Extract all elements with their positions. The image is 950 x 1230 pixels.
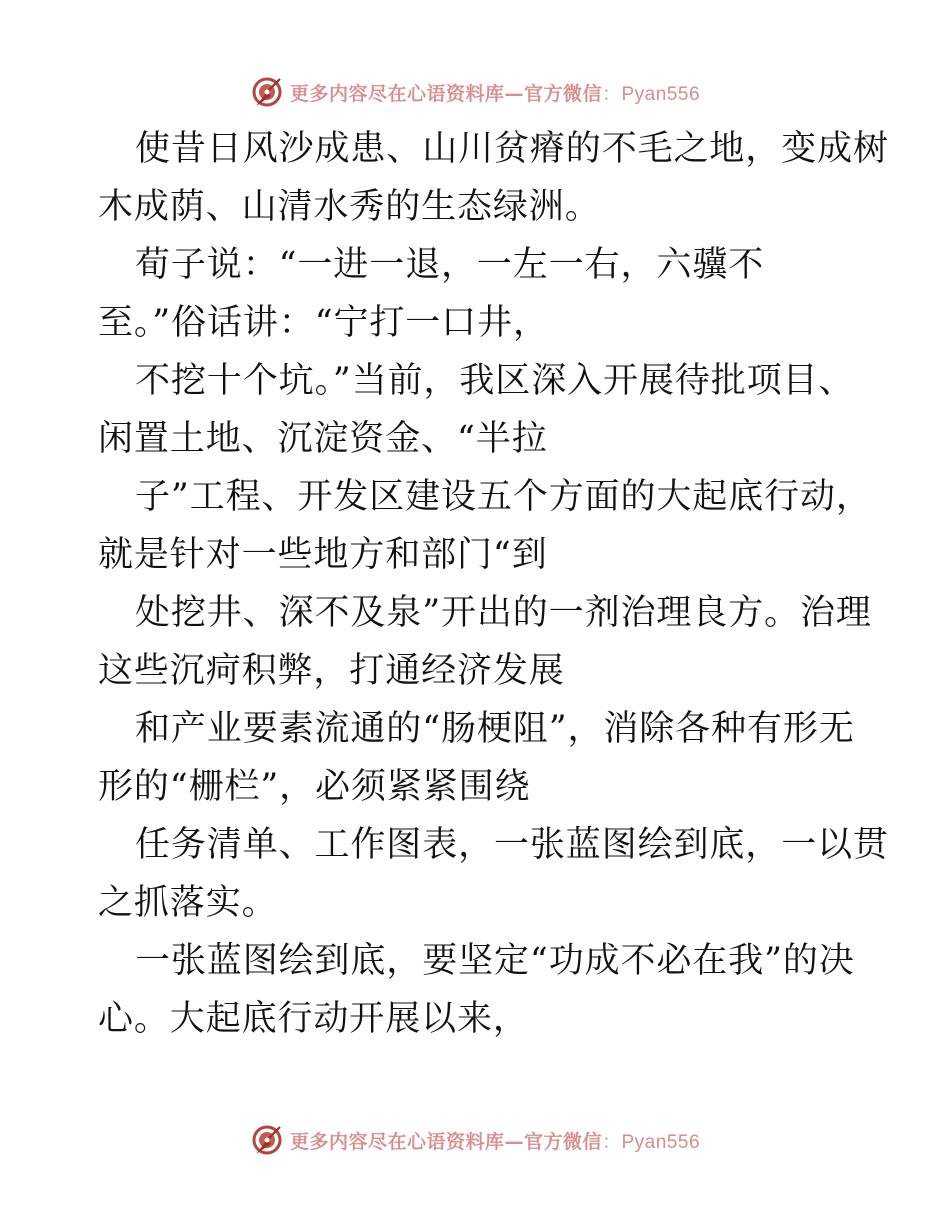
text-line: 闲置土地、沉淀资金、“半拉: [98, 419, 548, 459]
footer-watermark: [0, 1122, 950, 1158]
text-line: 形的“栅栏”，必须紧紧围绕: [98, 767, 531, 807]
text-line: 处挖井、深不及泉”开出的一剂治理良方。治理: [135, 593, 872, 633]
header-watermark: [0, 74, 950, 110]
text-line: 心。大起底行动开展以来，: [98, 999, 529, 1039]
text-line: 就是针对一些地方和部门“到: [98, 535, 548, 575]
text-line: 一张蓝图绘到底，要坚定“功成不必在我”的决: [135, 941, 855, 981]
text-line: 木成荫、山清水秀的生态绿洲。: [98, 187, 601, 227]
text-line: 这些沉疴积弊，打通经济发展: [98, 651, 565, 691]
pen-nib-seal-icon: [250, 75, 284, 109]
watermark-text: 更多内容尽在心语资料库—官方微信：Pyan556: [289, 1130, 701, 1153]
text-line: 子”工程、开发区建设五个方面的大起底行动，: [135, 477, 872, 517]
text-line: 和产业要素流通的“肠梗阻”，消除各种有形无: [135, 709, 855, 749]
text-line: 荀子说：“一进一退，一左一右，六骥不: [135, 245, 765, 285]
text-line: 使昔日风沙成患、山川贫瘠的不毛之地，变成树: [135, 129, 889, 169]
text-line: 之抓落实。: [98, 883, 278, 923]
text-line: 不挖十个坑。”当前，我区深入开展待批项目、: [135, 361, 855, 401]
pen-nib-seal-icon: [250, 1123, 284, 1157]
text-line: 任务清单、工作图表，一张蓝图绘到底，一以贯: [135, 825, 889, 865]
watermark-text: 更多内容尽在心语资料库—官方微信：Pyan556: [289, 82, 701, 105]
text-line: 至。”俗话讲：“宁打一口井，: [98, 303, 549, 343]
document-body: [98, 120, 889, 1048]
